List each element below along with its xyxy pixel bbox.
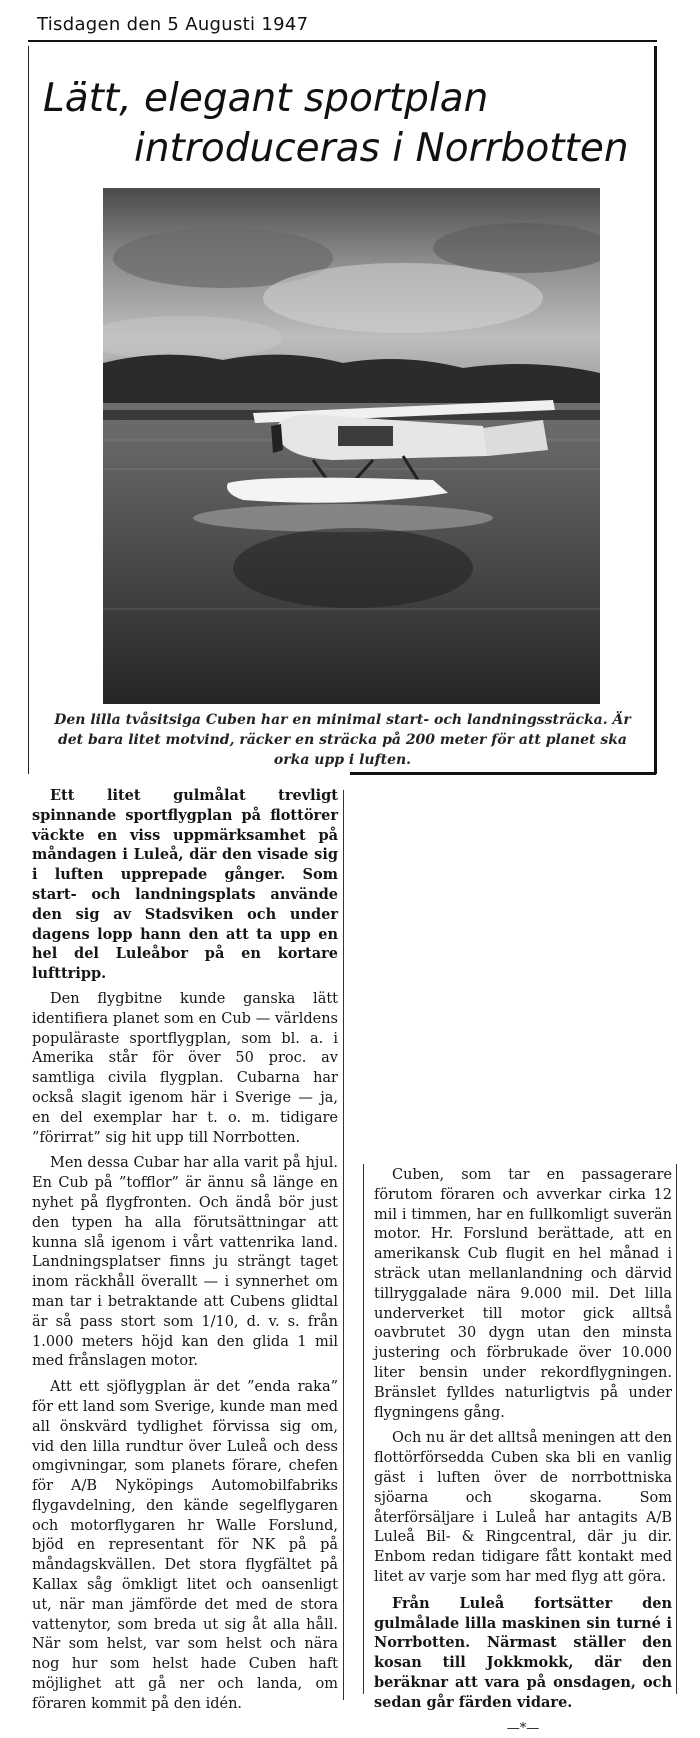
- paragraph: Att ett sjöflygplan är det ”enda raka” för ett land som Sverige, kunde man med all önskvärd tydlighet förvissa sig om, vid den lilla rundtur över Luleå och dess omgivningar, som planets förare, chefen för A/B Nyköpings Automobilfabriks flygavdelning, den kände segelflygaren och motorflygaren hr Walle Forslund, bjöd en representant för NK på på måndagskvällen. Det stora flygfältet på Kallax såg ömkligt litet och oansenligt ut, när man jämförde det med de stora vattenytor, som breda ut sig åt alla håll. När som helst, var som helst och nära nog hur som helst hade Cuben haft möjlighet att gå ner och landa, om föraren kommit på den idén.: [32, 1379, 338, 1712]
- seaplane-photo-illustration: [103, 188, 600, 704]
- headline: [40, 74, 650, 174]
- article-column-right: [374, 1166, 672, 1738]
- dateline: Tisdagen den 5 Augusti 1947: [37, 14, 309, 35]
- caption-line-1: Den lilla tvåsitsiga Cuben har en minimal start- och landningssträcka. Är: [54, 712, 631, 728]
- column-rule-mid: [363, 1164, 364, 1694]
- lead-paragraph: Ett litet gulmålat trevligt spinnande sportflygplan på flottörer väckte en viss uppmärksamhet på måndagen i Luleå, där den visade sig i luften upprepade gånger. Som start- och landningsplats använde den sig av Stadsviken och under dagens lopp hann den att ta upp en hel del Luleåbor på en kortare lufttripp.: [32, 787, 338, 983]
- paragraph: Cuben, som tar en passagerare förutom föraren och avverkar cirka 12 mil i timmen, har en fullkomligt suverän motor. Hr. Forslund berättade, att en amerikansk Cub flugit en hel månad i sträck utan mellanlandning och därvid tillryggalade nära 9.000 mil. Det lilla underverket till motor gick alltså oavbrutet 30 dygn utan den minsta justering och förbrukade över 10.000 liter bensin under rekordflygningen. Bränslet fylldes naturligtvis på under flygningens gång.: [374, 1167, 672, 1421]
- paragraph: Och nu är det alltså meningen att den flottörförsedda Cuben ska bli en vanlig gäst i luften över de norrbottniska sjöarna och skogarna. Som återförsäljare i Luleå har antagits A/B Luleå Bil- & Ringcentral, där ju dir. Enbom redan tidigare fått kontakt med litet av varje som har med flyg att göra.: [374, 1430, 672, 1585]
- article-column-left: [32, 786, 338, 1721]
- column-rule-left: [343, 790, 344, 1700]
- end-mark: —*—: [506, 1720, 540, 1736]
- paragraph: Den flygbitne kunde ganska lätt identifiera planet som en Cub — världens populäraste sportflygplan, som bl. a. i Amerika står för över 50 proc. av samtliga civila flygplan. Cubarna har också slagit igenom här i Sverige — ja, en del exemplar har t. o. m. tidigare ”förirrat” sig hit upp till Norrbotten.: [32, 990, 338, 1146]
- top-rule: [28, 40, 657, 42]
- frame-bottom-rule: [350, 772, 656, 775]
- column-rule-right: [676, 1164, 677, 1694]
- paragraph: Men dessa Cubar har alla varit på hjul. En Cub på ”tofflor” är ännu så länge en nyhet på flygfronten. Och ändå bör just den typen ha alla förutsättningar att kunna slå igenom i vårt vattenrika land. Landningsplatser finns ju strängt taget inom räckhåll överallt — i synnerhet om man tar i betraktande att Cubens glidtal är så pass stort som 1/10, d. v. s. från 1.000 meters höjd kan den glida 1 mil med frånslagen motor.: [32, 1155, 338, 1370]
- seaplane-photo: [103, 188, 600, 704]
- photo-caption: [30, 710, 655, 770]
- headline-line-2: introduceras i Norrbotten: [134, 126, 629, 171]
- paragraph: Från Luleå fortsätter den gulmålade lilla maskinen sin turné i Norrbotten. Närmast ställer den kosan till Jokkmokk, där den beräknar att vara på onsdagen, och sedan går färden vidare.: [374, 1594, 672, 1711]
- caption-line-2: det bara litet motvind, räcker en sträcka på 200 meter för att planet ska: [57, 732, 628, 748]
- caption-line-3: orka upp i luften.: [273, 752, 412, 768]
- headline-line-1: Lätt, elegant sportplan: [43, 76, 489, 121]
